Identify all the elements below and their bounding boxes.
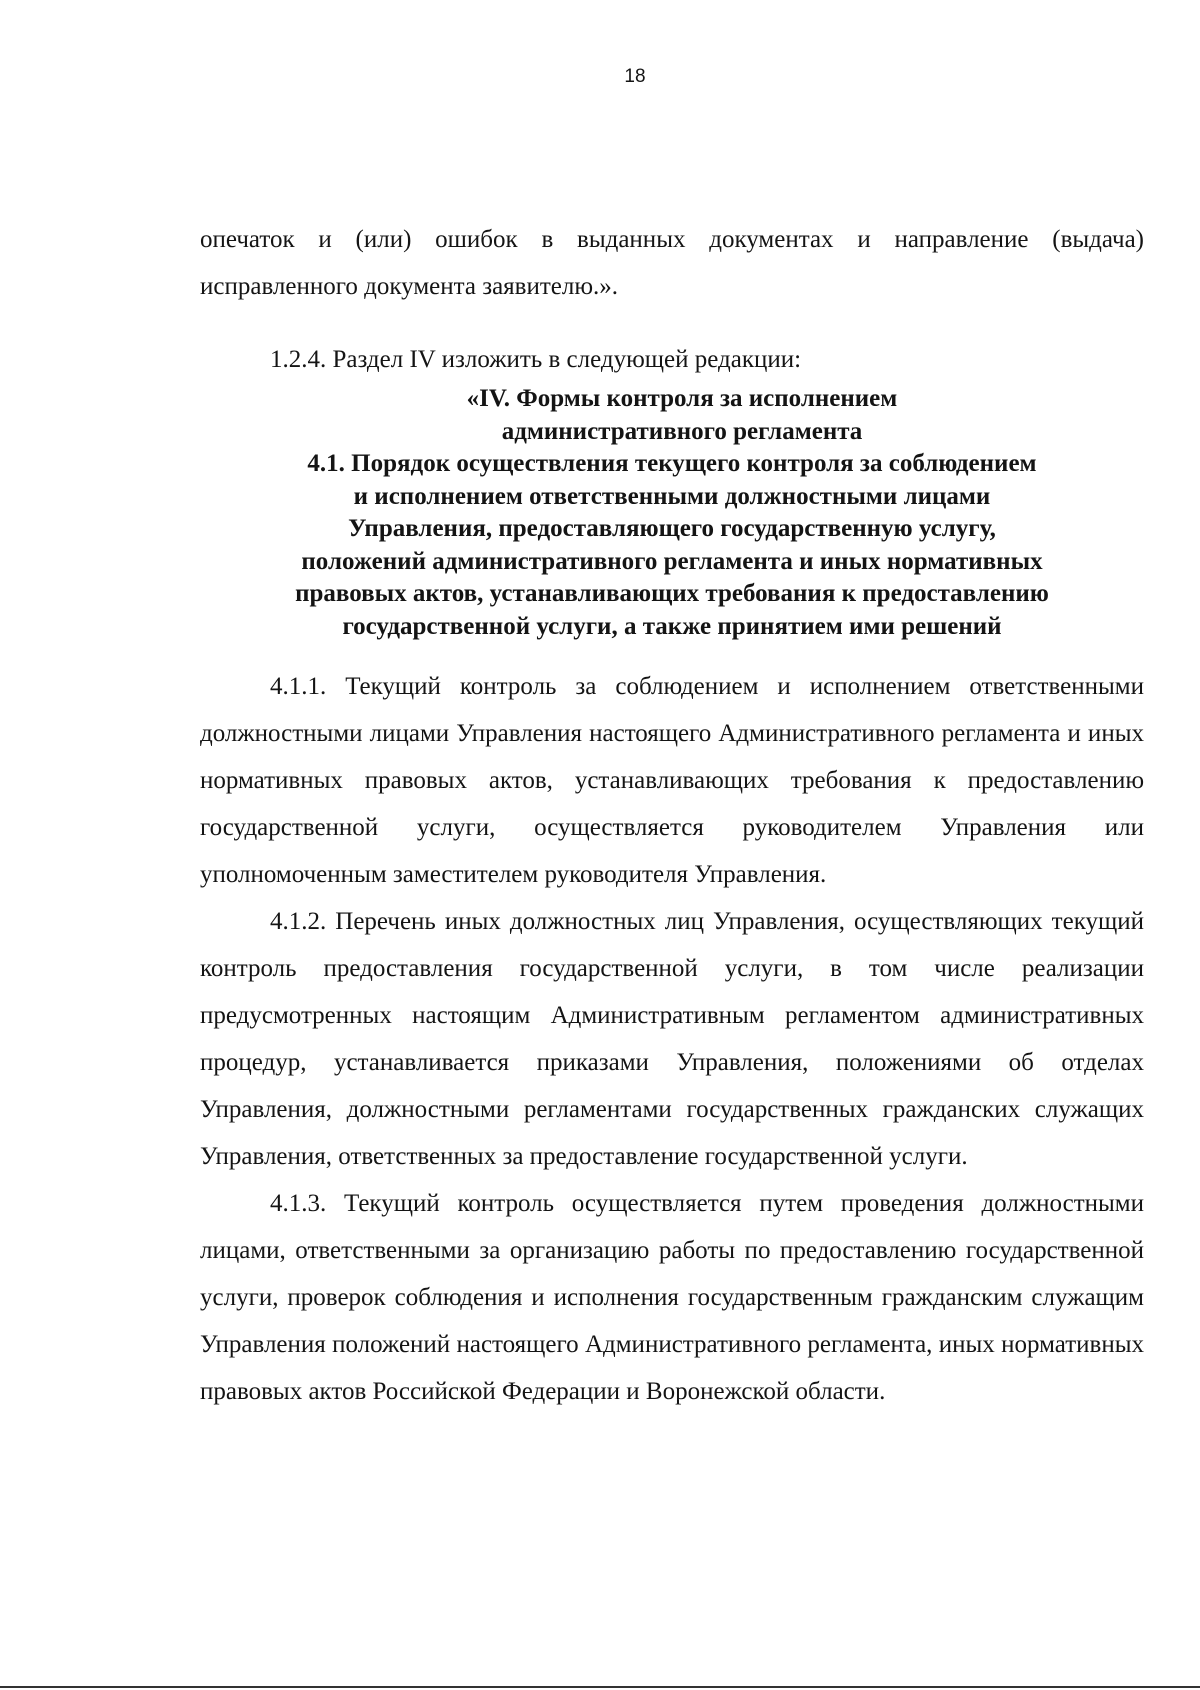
subsection-title-line-2: и исполнением ответственными должностными лицами [353,482,991,510]
page-number: 18 [624,66,646,87]
subsection-title-line-6: государственной услуги, а также принятием ими решений [342,612,1002,640]
subsection-title-line-5: правовых актов, устанавливающих требования к предоставлению [295,580,1049,607]
continuation-paragraph: опечаток и (или) ошибок в выданных документах и направление (выдача) исправленного документа заявителю.». [200,226,1144,300]
page-bottom-edge [0,1686,1200,1688]
subsection-title-line-4: положений административного регламента и иных нормативных [301,547,1043,575]
paragraph-4-1-1: 4.1.1. Текущий контроль за соблюдением и исполнением ответственными должностными лицами Управления настоящего Административного регламента и иных нормативных правовых актов, устанавливающих требования к предоставлению государственной услуги, осуществляется руководителем Управления или уполномоченным заместителем руководителя Управления. [200,673,1144,888]
paragraph-4-1-2: 4.1.2. Перечень иных должностных лиц Управления, осуществляющих текущий контроль предоставления государственной услуги, в том числе реализации предусмотренных настоящим Административным регламентом административных процедур, устанавливается приказами Управления, положениями об отделах Управления, должностными регламентами государственных гражданских служащих Управления, ответственных за предоставление государственной услуги. [200,908,1144,1170]
section-heading [200,383,1144,643]
subsection-title-line-3: Управления, предоставляющего государственную услугу, [348,515,996,542]
section-title-line-2: административного регламента [501,417,863,445]
section-title-line-1: «IV. Формы контроля за исполнением [466,385,898,412]
paragraph-4-1-3: 4.1.3. Текущий контроль осуществляется путем проведения должностными лицами, ответственными за организацию работы по предоставлению государственной услуги, проверок соблюдения и исполнения государственным гражданским служащим Управления положений настоящего Административного регламента, иных нормативных правовых актов Российской Федерации и Воронежской области. [200,1190,1144,1405]
document-body [200,216,1144,1415]
subsection-title-line-1: 4.1. Порядок осуществления текущего контроля за соблюдением [307,450,1037,477]
amendment-intro: 1.2.4. Раздел IV изложить в следующей редакции: [270,346,802,373]
